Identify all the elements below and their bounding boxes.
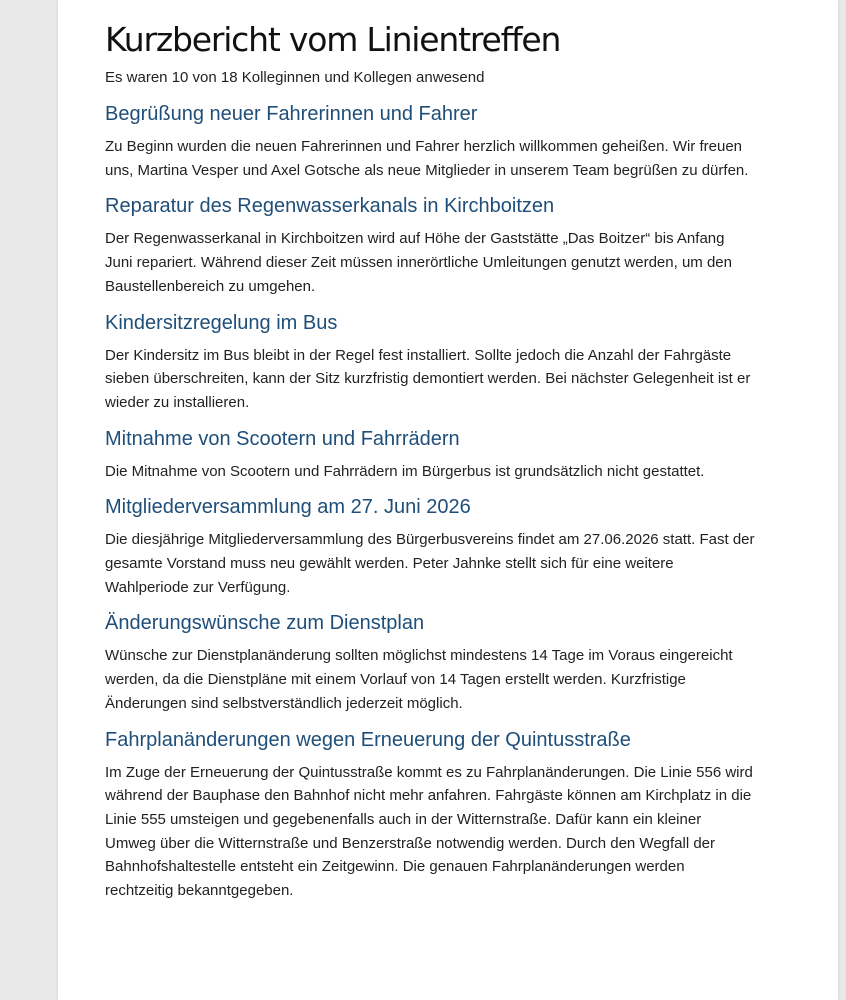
document-page [58, 0, 838, 1000]
section-timetable-changes [105, 728, 755, 903]
section-text: Zu Beginn wurden die neuen Fahrerinnen und Fahrer herzlich willkommen geheißen. Wir freuen uns, Martina Vesper und Axel Gotsche als neue Mitglieder in unserem Team begrüßen zu dürfen. [105, 138, 749, 179]
section-text: Wünsche zur Dienstplanänderung sollten möglichst mindestens 14 Tage im Voraus eingereicht werden, da die Dienstpläne mit einem Vorlauf von 14 Tagen erstellt werden. Kurzfristige Änderungen sind selbstverständlich jederzeit möglich. [105, 647, 733, 712]
section-heading: Begrüßung neuer Fahrerinnen und Fahrer [105, 103, 478, 125]
section-heading: Kindersitzregelung im Bus [105, 311, 338, 334]
section-text: Die diesjährige Mitgliederversammlung des Bürgerbusvereins findet am 27.06.2026 statt. Fast der gesamte Vorstand muss neu gewählt werden. Peter Jahnke stellt sich für eine weitere Wahlperiode zur Verfügung. [105, 531, 755, 596]
section-text: Der Kindersitz im Bus bleibt in der Regel fest installiert. Sollte jedoch die Anzahl der Fahrgäste sieben überschreiten, kann der Sitz kurzfristig demontiert werden. Bei nächster Gelegenheit ist er wieder zu installieren. [105, 346, 751, 411]
section-heading: Mitgliederversammlung am 27. Juni 2026 [105, 496, 471, 519]
section-general-meeting [105, 495, 755, 599]
section-heading: Reparatur des Regenwasserkanals in Kirchboitzen [105, 195, 555, 218]
attendance-note: Es waren 10 von 18 Kolleginnen und Kollegen anwesend [105, 69, 485, 86]
section-text: Im Zuge der Erneuerung der Quintusstraße kommt es zu Fahrplanänderungen. Die Linie 556 wird während der Bauphase den Bahnhof nicht mehr anfahren. Fahrgäste können am Kirchplatz in die Linie 555 umsteigen und gegebenenfalls auch in der Witternstraße. Dafür kann ein kleiner Umweg über die Witternstraße und Benzerstraße notwendig werden. Durch den Wegfall der Bahnhofshaltestelle entsteht ein Zeitgewinn. Die genauen Fahrplanänderungen werden rechtzeitig bekanntgegeben. [105, 763, 753, 900]
section-scooters-bikes [105, 427, 755, 484]
section-text: Die Mitnahme von Scootern und Fahrrädern im Bürgerbus ist grundsätzlich nicht gestattet. [105, 462, 705, 480]
section-heading: Mitnahme von Scootern und Fahrrädern [105, 427, 460, 450]
section-child-seat [105, 311, 755, 415]
section-heading: Änderungswünsche zum Dienstplan [105, 612, 425, 635]
section-duty-roster [105, 611, 755, 715]
document-content [105, 18, 755, 903]
section-rainwater-canal [105, 194, 755, 298]
section-text: Der Regenwasserkanal in Kirchboitzen wird auf Höhe der Gaststätte „Das Boitzer“ bis Anfang Juni repariert. Während dieser Zeit müssen innerörtliche Umleitungen genutzt werden, um den Baustellenbereich zu umgehen. [105, 230, 732, 295]
sections-list [105, 102, 755, 903]
section-heading: Fahrplanänderungen wegen Erneuerung der Quintusstraße [105, 728, 631, 751]
section-welcome [105, 102, 755, 182]
page-title: Kurzbericht vom Linientreffen [105, 20, 561, 59]
